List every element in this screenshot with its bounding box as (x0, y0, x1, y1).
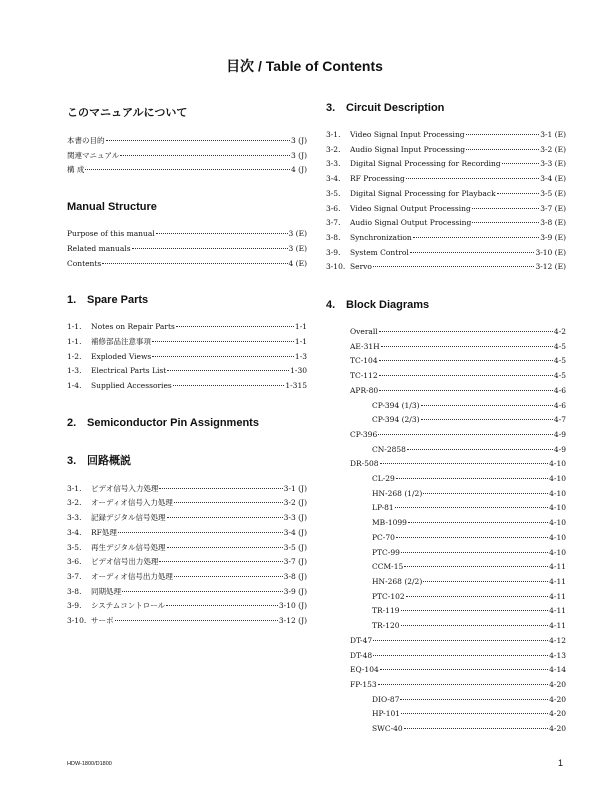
toc-entry-page: 4-12 (549, 635, 566, 645)
toc-entry (67, 320, 307, 335)
section-heading-circuit-jp (67, 452, 307, 468)
toc-entry (350, 693, 566, 708)
toc-entry (350, 457, 566, 472)
toc-entry-title: 記録デジタル信号処理 (91, 513, 166, 523)
toc-entry-page: 3-12 (E) (535, 262, 566, 272)
toc-entry (67, 134, 307, 149)
toc-entry (326, 143, 566, 158)
toc-entry-number: 3-1. (326, 130, 341, 139)
toc-entry-number: 3-9. (326, 247, 341, 257)
toc-entry-number: 3-7. (326, 218, 341, 228)
toc-entry-number: 3-7. (67, 571, 82, 581)
section-heading-block (326, 299, 566, 311)
toc-entry-title: ビデオ信号入力処理 (91, 483, 159, 493)
toc-entry-page: 1-315 (285, 381, 307, 391)
toc-entry-title: FP-153 (350, 679, 377, 689)
toc-entry-number: 1-3. (67, 366, 82, 376)
toc-entry-title: SWC-40 (372, 724, 403, 734)
toc-entry-page: 1-1 (294, 336, 307, 346)
toc-entry-page: 3-10 (E) (535, 247, 566, 257)
toc-entry-title: CP-396 (350, 429, 378, 439)
section-number: 2. (67, 416, 77, 429)
toc-entry-page: 3-12 (J) (278, 616, 307, 626)
toc-entry-page: 3-7 (E) (540, 203, 566, 213)
toc-entry-page: 4-10 (549, 474, 566, 484)
toc-entry-page: 3-9 (J) (283, 586, 307, 596)
dot-leader (379, 360, 553, 361)
dot-leader (167, 517, 283, 518)
toc-entry-number: 1-2. (67, 351, 82, 361)
dot-leader (380, 669, 548, 670)
section-number: 3. (67, 454, 77, 467)
toc-entry-number: 3-3. (326, 159, 341, 169)
section-number: 4. (326, 299, 336, 312)
dot-leader (379, 375, 553, 376)
toc-entry-page: 4-5 (553, 356, 566, 366)
toc-entry-number: 3-5. (326, 188, 341, 198)
dot-leader (176, 326, 294, 327)
dot-leader (396, 537, 548, 538)
dot-leader (401, 625, 549, 626)
section-title: Manual Structure (67, 201, 157, 214)
dot-leader (379, 390, 553, 391)
toc-entry-title: オーディオ信号入力処理 (91, 498, 173, 508)
section-heading-semiconductor (67, 417, 307, 429)
dot-leader (401, 610, 549, 611)
dot-leader (173, 385, 285, 386)
toc-entry (350, 428, 566, 443)
section-title: Block Diagrams (346, 299, 430, 312)
toc-entry (350, 340, 566, 355)
toc-entry (326, 157, 566, 172)
dot-leader (379, 331, 553, 332)
dot-leader (156, 233, 288, 234)
toc-entry-title: 本書の目的 (67, 136, 105, 145)
toc-entry (326, 187, 566, 202)
toc-entry-title: AE-31H (350, 341, 380, 351)
toc-entry-title: APR-80 (350, 385, 379, 395)
toc-entry (350, 443, 566, 458)
toc-entry (67, 585, 307, 600)
dot-leader (85, 169, 290, 170)
toc-entry-title: Audio Signal Input Processing (350, 144, 466, 154)
toc-entry-title: システムコントロール (91, 601, 166, 611)
toc-entry-page: 3-5 (J) (283, 542, 307, 552)
section-heading-jp-intro (67, 104, 307, 120)
toc-entry-page: 4-9 (553, 429, 566, 439)
dot-leader (406, 596, 549, 597)
dot-leader (400, 699, 548, 700)
dot-leader (404, 566, 548, 567)
toc-entry (326, 202, 566, 217)
toc-entry (67, 526, 307, 541)
dot-leader (373, 640, 548, 641)
dot-leader (159, 488, 282, 489)
toc-entry-title: HN-268 (2/2) (372, 576, 423, 586)
toc-entry-title: オーディオ信号出力処理 (91, 571, 173, 581)
toc-entry-title: CP-394 (1/3) (372, 400, 420, 410)
toc-entry-number: 3-4. (326, 174, 341, 184)
toc-entry-title: Synchronization (350, 232, 412, 242)
section-heading-circuit (326, 102, 566, 114)
toc-entry (350, 531, 566, 546)
toc-entry (350, 487, 566, 502)
section-number: 3. (326, 102, 336, 114)
toc-entry-page: 4-10 (549, 488, 566, 498)
toc-entry (350, 722, 566, 737)
spare-parts-list (67, 320, 307, 394)
toc-entry-title: TC-112 (350, 371, 378, 381)
dot-leader (421, 405, 553, 406)
toc-entry-title: RF Processing (350, 174, 405, 184)
toc-entry-page: 3-9 (E) (540, 232, 566, 242)
toc-entry-page: 1-30 (290, 366, 307, 376)
toc-entry-title: 補修部品注意事項 (91, 336, 151, 346)
toc-entry-title: TC-104 (350, 356, 378, 366)
block-diagram-list (326, 325, 566, 737)
section-title: Circuit Description (346, 102, 445, 114)
dot-leader (472, 222, 539, 223)
toc-entry-page: 3-8 (J) (283, 571, 307, 581)
toc-entry-number: 3-6. (326, 203, 341, 213)
dot-leader (115, 620, 278, 621)
toc-entry-title: Electrical Parts List (91, 366, 167, 376)
toc-entry-title: DIO-87 (372, 694, 400, 704)
toc-entry (67, 149, 307, 164)
toc-entry-title: RF処理 (91, 527, 117, 537)
toc-entry-page: 3-7 (J) (283, 557, 307, 567)
toc-entry-title: Contents (67, 258, 102, 268)
toc-entry-page: 3-2 (E) (540, 144, 566, 154)
toc-entry (67, 242, 307, 257)
toc-entry-number: 3-8. (67, 586, 82, 596)
toc-entry-page: 4-20 (549, 679, 566, 689)
toc-entry-title: Overall (350, 327, 378, 337)
section-title: このマニュアルについて (67, 107, 188, 119)
footer-page-number: 1 (558, 758, 564, 768)
toc-entry-title: DR-508 (350, 459, 379, 469)
toc-entry-page: 4-13 (549, 650, 566, 660)
toc-entry-number: 3-8. (326, 232, 341, 242)
toc-entry (67, 227, 307, 242)
toc-entry-number: 3-10. (67, 616, 87, 626)
toc-entry-page: 3 (E) (288, 229, 307, 239)
toc-entry (350, 413, 566, 428)
toc-entry-page: 4-11 (549, 562, 566, 572)
toc-entry-title: TR-120 (372, 621, 400, 631)
toc-entry (350, 707, 566, 722)
toc-entry-title: Notes on Repair Parts (91, 322, 175, 332)
dot-leader (406, 178, 539, 179)
toc-entry-page: 1-3 (294, 351, 307, 361)
circuit-list (326, 128, 566, 275)
toc-entry-page: 3-8 (E) (540, 218, 566, 228)
toc-entry-page: 4-14 (549, 665, 566, 675)
toc-entry-page: 4-10 (549, 518, 566, 528)
dot-leader (401, 552, 548, 553)
dot-leader (102, 263, 287, 264)
dot-leader (381, 346, 553, 347)
toc-entry (67, 570, 307, 585)
toc-entry (67, 257, 307, 272)
toc-entry-page: 4-11 (549, 576, 566, 586)
toc-entry-page: 3-1 (E) (540, 130, 566, 139)
toc-entry-number: 3-10. (326, 262, 346, 272)
toc-entry-page: 4-10 (549, 532, 566, 542)
section-heading-manual-structure (67, 201, 307, 213)
toc-entry-page: 4-10 (549, 547, 566, 557)
toc-entry-number: 1-1. (67, 322, 82, 332)
section-heading-spare-parts (67, 294, 307, 306)
dot-leader (502, 163, 540, 164)
toc-entry-page: 3-5 (E) (540, 188, 566, 198)
toc-entry (350, 325, 566, 340)
toc-entry-page: 1-1 (294, 322, 307, 332)
toc-entry-page: 4-5 (553, 371, 566, 381)
toc-entry (326, 231, 566, 246)
dot-leader (378, 434, 553, 435)
toc-entry-page: 3-3 (E) (540, 159, 566, 169)
dot-leader (380, 463, 549, 464)
toc-entry (350, 634, 566, 649)
toc-entry-title: Purpose of this manual (67, 229, 155, 239)
toc-entry (67, 541, 307, 556)
dot-leader (152, 341, 294, 342)
toc-entry (67, 599, 307, 614)
toc-entry-page: 4-7 (553, 415, 566, 425)
dot-leader (497, 193, 540, 194)
toc-entry-number: 3-2. (67, 498, 82, 508)
toc-entry-title: EQ-104 (350, 665, 379, 675)
dot-leader (166, 605, 278, 606)
toc-entry (350, 649, 566, 664)
manual-structure-list (67, 227, 307, 271)
dot-leader (174, 576, 283, 577)
toc-entry-number: 3-4. (67, 527, 82, 537)
toc-entry (326, 128, 566, 143)
dot-leader (407, 449, 553, 450)
toc-entry-page: 4-11 (549, 621, 566, 631)
toc-entry-page: 3-4 (J) (283, 527, 307, 537)
toc-entry-title: 同期処理 (91, 586, 121, 596)
toc-entry (326, 172, 566, 187)
toc-entry (350, 663, 566, 678)
toc-entry-number: 3-5. (67, 542, 82, 552)
toc-entry (350, 575, 566, 590)
toc-entry-page: 4-11 (549, 591, 566, 601)
toc-entry-title: Audio Signal Output Processing (350, 218, 472, 228)
toc-entry-title: Related manuals (67, 243, 131, 253)
toc-entry-page: 4-20 (549, 694, 566, 704)
toc-entry-page: 4-9 (553, 444, 566, 454)
toc-entry-page: 3-1 (J) (283, 483, 307, 493)
toc-entry-title: 構 成 (67, 165, 85, 175)
toc-entry-number: 3-9. (67, 601, 82, 611)
toc-entry-title: HN-268 (1/2) (372, 488, 423, 498)
dot-leader (373, 655, 548, 656)
section-title: 回路概説 (87, 454, 131, 467)
page-title: 目次 / Table of Contents (226, 58, 383, 74)
jp-intro-list (67, 134, 307, 178)
dot-leader (118, 532, 283, 533)
toc-entry-page: 4-6 (553, 400, 566, 410)
toc-entry-page: 3 (J) (290, 150, 307, 160)
toc-entry (350, 604, 566, 619)
dot-leader (122, 591, 283, 592)
toc-entry-title: PC-70 (372, 532, 395, 542)
toc-entry-page: 4-2 (553, 327, 566, 337)
dot-leader (472, 208, 539, 209)
dot-leader (395, 507, 548, 508)
toc-entry (350, 369, 566, 384)
toc-entry-title: LP-81 (372, 503, 394, 513)
dot-leader (423, 493, 548, 494)
toc-entry-title: 関連マニュアル (67, 150, 120, 160)
toc-entry-page: 4-20 (549, 724, 566, 734)
left-column (67, 100, 307, 629)
toc-entry-title: TR-119 (372, 606, 400, 616)
toc-entry (67, 163, 307, 178)
dot-leader (404, 728, 548, 729)
dot-leader (378, 684, 548, 685)
toc-entry-page: 3-10 (J) (278, 601, 307, 611)
toc-entry (67, 482, 307, 497)
toc-entry-page: 4 (E) (288, 258, 307, 268)
toc-entry (326, 246, 566, 261)
toc-entry (350, 619, 566, 634)
toc-entry-page: 4-10 (549, 459, 566, 469)
toc-entry-page: 4-11 (549, 606, 566, 616)
dot-leader (401, 713, 548, 714)
toc-entry-title: ビデオ信号出力処理 (91, 557, 159, 567)
dot-leader (408, 522, 548, 523)
toc-entry-number: 3-1. (67, 483, 82, 493)
toc-entry (67, 496, 307, 511)
dot-leader (132, 248, 288, 249)
toc-entry (350, 354, 566, 369)
toc-entry (350, 399, 566, 414)
toc-entry-page: 3 (E) (288, 243, 307, 253)
toc-entry (326, 216, 566, 231)
toc-entry-page: 4-5 (553, 341, 566, 351)
toc-entry-title: CL-29 (372, 474, 395, 484)
toc-entry-title: Supplied Accessories (91, 381, 172, 391)
dot-leader (106, 140, 290, 141)
dot-leader (159, 561, 282, 562)
toc-entry-title: System Control (350, 247, 409, 257)
toc-entry-title: HP-101 (372, 709, 401, 719)
toc-entry (350, 501, 566, 516)
toc-entry (67, 364, 307, 379)
toc-entry (350, 384, 566, 399)
toc-entry-number: 1-1. (67, 336, 82, 346)
toc-entry-title: 再生デジタル信号処理 (91, 542, 166, 552)
dot-leader (413, 237, 539, 238)
footer-model: HDW-1800/D1800 (67, 761, 112, 767)
toc-entry-title: サーボ (91, 616, 114, 626)
toc-entry-page: 3-3 (J) (283, 513, 307, 523)
toc-entry-title: PTC-99 (372, 547, 400, 557)
toc-entry (67, 379, 307, 394)
dot-leader (167, 547, 283, 548)
toc-entry (350, 678, 566, 693)
dot-leader (152, 356, 294, 357)
dot-leader (421, 419, 553, 420)
toc-entry-title: Video Signal Input Processing (350, 130, 465, 139)
toc-entry (67, 350, 307, 365)
toc-entry-title: MB-1099 (372, 518, 407, 528)
toc-entry-title: PTC-102 (372, 591, 405, 601)
dot-leader (423, 581, 548, 582)
dot-leader (167, 370, 289, 371)
circuit-jp-list (67, 482, 307, 629)
toc-entry-page: 4 (J) (290, 165, 307, 175)
toc-entry-page: 3-2 (J) (283, 498, 307, 508)
toc-entry-page: 4-20 (549, 709, 566, 719)
dot-leader (466, 134, 540, 135)
toc-entry-title: Digital Signal Processing for Playback (350, 188, 496, 198)
section-title: Semiconductor Pin Assignments (87, 416, 259, 429)
toc-entry-title: CCM-15 (372, 562, 404, 572)
toc-entry-number: 1-4. (67, 381, 82, 391)
toc-entry-page: 3-4 (E) (540, 174, 566, 184)
toc-entry-title: CN-2858 (372, 444, 406, 454)
dot-leader (410, 252, 535, 253)
toc-entry (67, 614, 307, 629)
toc-entry-title: CP-394 (2/3) (372, 415, 420, 425)
toc-entry-number: 3-6. (67, 557, 82, 567)
dot-leader (466, 149, 539, 150)
toc-entry-title: DT-48 (350, 650, 373, 660)
toc-entry (326, 260, 566, 275)
toc-entry-title: DT-47 (350, 635, 373, 645)
toc-entry-number: 3-3. (67, 513, 82, 523)
toc-entry (350, 546, 566, 561)
toc-entry-title: Video Signal Output Processing (350, 203, 471, 213)
toc-entry (67, 511, 307, 526)
toc-entry-title: Digital Signal Processing for Recording (350, 159, 501, 169)
toc-entry (350, 590, 566, 605)
right-column (326, 100, 566, 737)
dot-leader (120, 155, 290, 156)
toc-entry (350, 516, 566, 531)
toc-entry (67, 555, 307, 570)
toc-entry-page: 3 (J) (290, 136, 307, 145)
toc-entry (350, 560, 566, 575)
toc-entry-title: Exploded Views (91, 351, 152, 361)
section-number: 1. (67, 294, 77, 307)
toc-entry-number: 3-2. (326, 144, 341, 154)
toc-entry-title: Servo (350, 262, 372, 272)
dot-leader (373, 266, 535, 267)
toc-entry (67, 335, 307, 350)
toc-entry-page: 4-6 (553, 385, 566, 395)
dot-leader (174, 502, 283, 503)
toc-entry (350, 472, 566, 487)
section-title: Spare Parts (87, 294, 149, 307)
toc-entry-page: 4-10 (549, 503, 566, 513)
dot-leader (396, 478, 548, 479)
